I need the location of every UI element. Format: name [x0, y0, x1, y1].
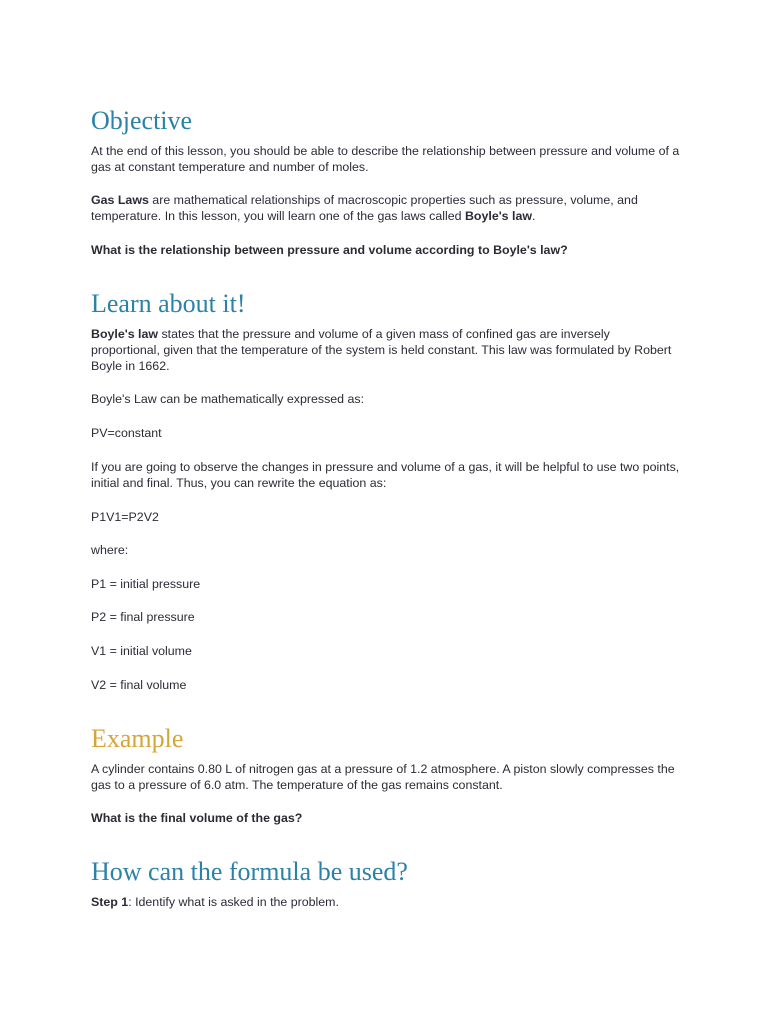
example-question: What is the final volume of the gas?: [91, 811, 303, 825]
boyles-law-term: Boyle's law: [464, 209, 532, 223]
gas-laws-paragraph: [91, 192, 681, 224]
gas-laws-term: Gas Laws: [91, 193, 149, 207]
boyles-law-term-2: Boyle's law: [91, 327, 158, 341]
observe-paragraph: If you are going to observe the changes in pressure and volume of a gas, it will be helpful to use two points, initial and final. Thus, you can rewrite the equation as:: [91, 460, 680, 490]
period: .: [531, 209, 536, 223]
step-1-label: Step 1: [91, 895, 129, 909]
definition-p2: P2 = final pressure: [91, 610, 195, 624]
objective-paragraph: At the end of this lesson, you should be able to describe the relationship between pressure and volume of a gas at constant temperature and number of moles.: [91, 144, 680, 174]
boyles-law-paragraph: [91, 326, 681, 374]
where-label: where:: [91, 543, 129, 557]
expressed-paragraph: Boyle's Law can be mathematically expressed as:: [91, 392, 365, 406]
learn-heading: Learn about it!: [91, 289, 246, 318]
definition-v1: V1 = initial volume: [91, 644, 192, 658]
formula-initial-final: P1V1=P2V2: [91, 510, 159, 524]
gas-laws-text: are mathematical relationships of macroscopic properties such as pressure, volume, and temperature. In this lesson, you will learn one of the gas laws called: [91, 193, 638, 223]
objective-question: What is the relationship between pressure and volume according to Boyle's law?: [91, 243, 568, 257]
step-1-text: : Identify what is asked in the problem.: [128, 895, 339, 909]
definition-p1: P1 = initial pressure: [91, 577, 201, 591]
formula-constant: PV=constant: [91, 426, 162, 440]
example-heading: Example: [91, 724, 184, 753]
formula-heading: How can the formula be used?: [91, 857, 408, 886]
step-1-paragraph: [91, 894, 681, 910]
objective-heading: Objective: [91, 106, 193, 135]
boyles-law-text: states that the pressure and volume of a given mass of confined gas are inversely proportional, given that the temperature of the system is held constant. This law was formulated by Robert Boyle in 1662.: [91, 327, 672, 373]
example-paragraph: A cylinder contains 0.80 L of nitrogen gas at a pressure of 1.2 atmosphere. A piston slowly compresses the gas to a pressure of 6.0 atm. The temperature of the gas remains constant.: [91, 762, 675, 792]
definition-v2: V2 = final volume: [91, 678, 187, 692]
